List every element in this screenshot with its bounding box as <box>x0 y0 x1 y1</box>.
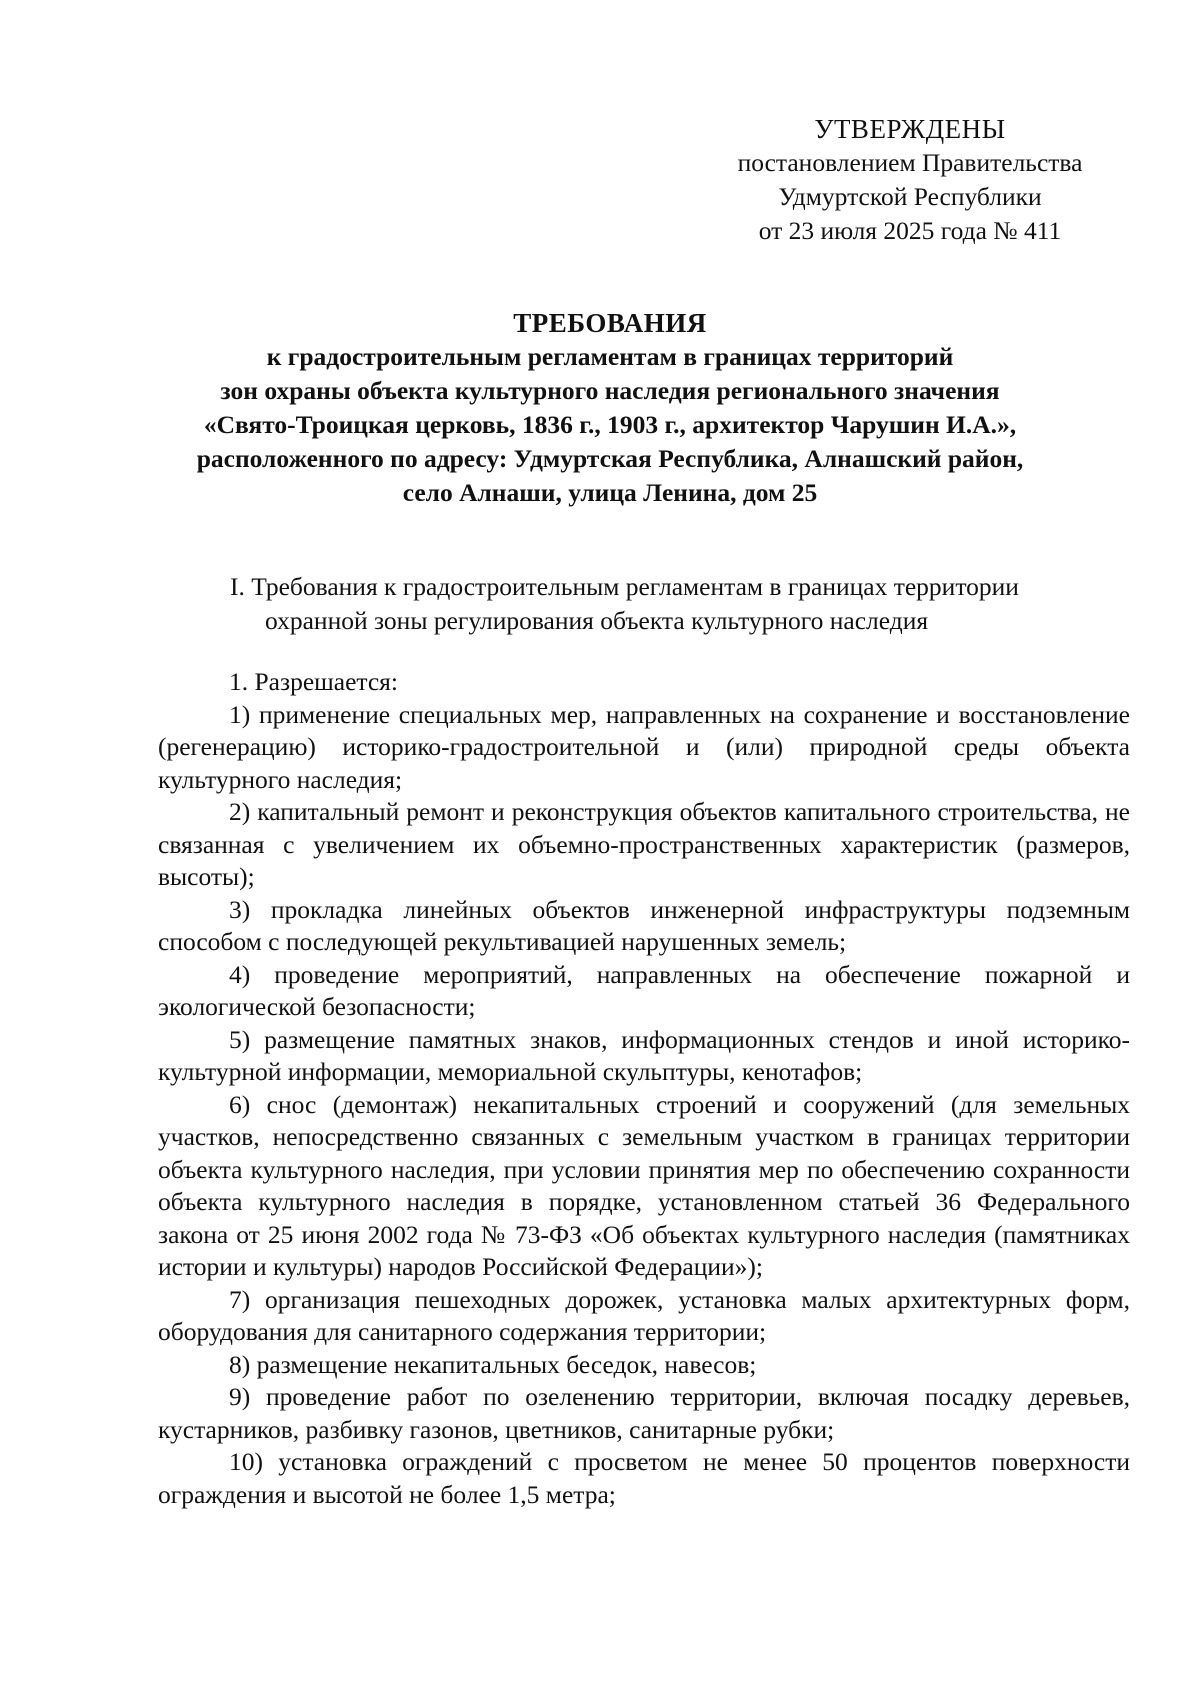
approval-title: УТВЕРЖДЕНЫ <box>814 114 1006 144</box>
list-item: 3) прокладка линейных объектов инженерной инфраструктуры подземным способом с последующей рекультивацией нарушенных земель; <box>158 894 1130 956</box>
list-item: 6) снос (демонтаж) некапитальных строений и сооружений (для земельных участков, непосредственно связанных с земельным участком в границах территории объекта культурного наследия, при условии принятия мер по обеспечению сохранности объекта культурного наследия в порядке, установленном статьей 36 Федерального закона от 25 июня 2002 года № 73-ФЗ «Об объектах культурного наследия (памятниках истории и культуры) народов Российской Федерации»); <box>158 1089 1130 1281</box>
document-title-line: «Свято-Троицкая церковь, 1836 г., 1903 г., архитектор Чарушин И.А.», <box>203 410 1017 439</box>
clause-lead: 1. Разрешается: <box>229 667 398 696</box>
list-item: 5) размещение памятных знаков, информационных стендов и иной историко-культурной информации, мемориальной скульптуры, кенотафов; <box>158 1024 1130 1086</box>
document-title-line: село Алнаши, улица Ленина, дом 25 <box>402 478 818 507</box>
list-item: 10) установка ограждений с просветом не менее 50 процентов поверхности ограждения и высотой не более 1,5 метра; <box>158 1447 1130 1509</box>
list-item: 4) проведение мероприятий, направленных на обеспечение пожарной и экологической безопасности; <box>158 959 1130 1021</box>
approval-line: постановлением Правительства <box>737 148 1083 177</box>
list-item: 8) размещение некапитальных беседок, навесов; <box>229 1349 757 1379</box>
list-item: 9) проведение работ по озеленению территории, включая посадку деревьев, кустарников, разбивку газонов, цветников, санитарные рубки; <box>158 1382 1130 1444</box>
document-body <box>158 666 1130 1511</box>
section-heading <box>230 570 1130 638</box>
approval-stamp <box>700 112 1120 248</box>
list-item: 2) капитальный ремонт и реконструкция объектов капитального строительства, не связанная с увеличением их объемно-пространственных характеристик (размеров, высоты); <box>158 797 1130 891</box>
approval-line: от 23 июля 2025 года № 411 <box>758 216 1062 245</box>
document-title-line: расположенного по адресу: Удмуртская Республика, Алнашский район, <box>196 444 1024 473</box>
approval-line: Удмуртской Республики <box>778 182 1042 211</box>
document-heading: ТРЕБОВАНИЯ <box>513 308 707 338</box>
list-item: 7) организация пешеходных дорожек, установка малых архитектурных форм, оборудования для санитарного содержания территории; <box>158 1284 1130 1346</box>
section-heading-line: I. Требования к градостроительным регламентам в границах территории <box>230 572 1019 601</box>
section-heading-line: охранной зоны регулирования объекта культурного наследия <box>265 606 929 635</box>
list-item: 1) применение специальных мер, направленных на сохранение и восстановление (регенерацию) историко-градостроительной и (или) природной среды объекта культурного наследия; <box>158 699 1130 794</box>
document-title <box>150 306 1070 510</box>
document-title-line: к градостроительным регламентам в границах территорий <box>266 342 954 371</box>
document-title-line: зон охраны объекта культурного наследия регионального значения <box>220 376 1000 405</box>
